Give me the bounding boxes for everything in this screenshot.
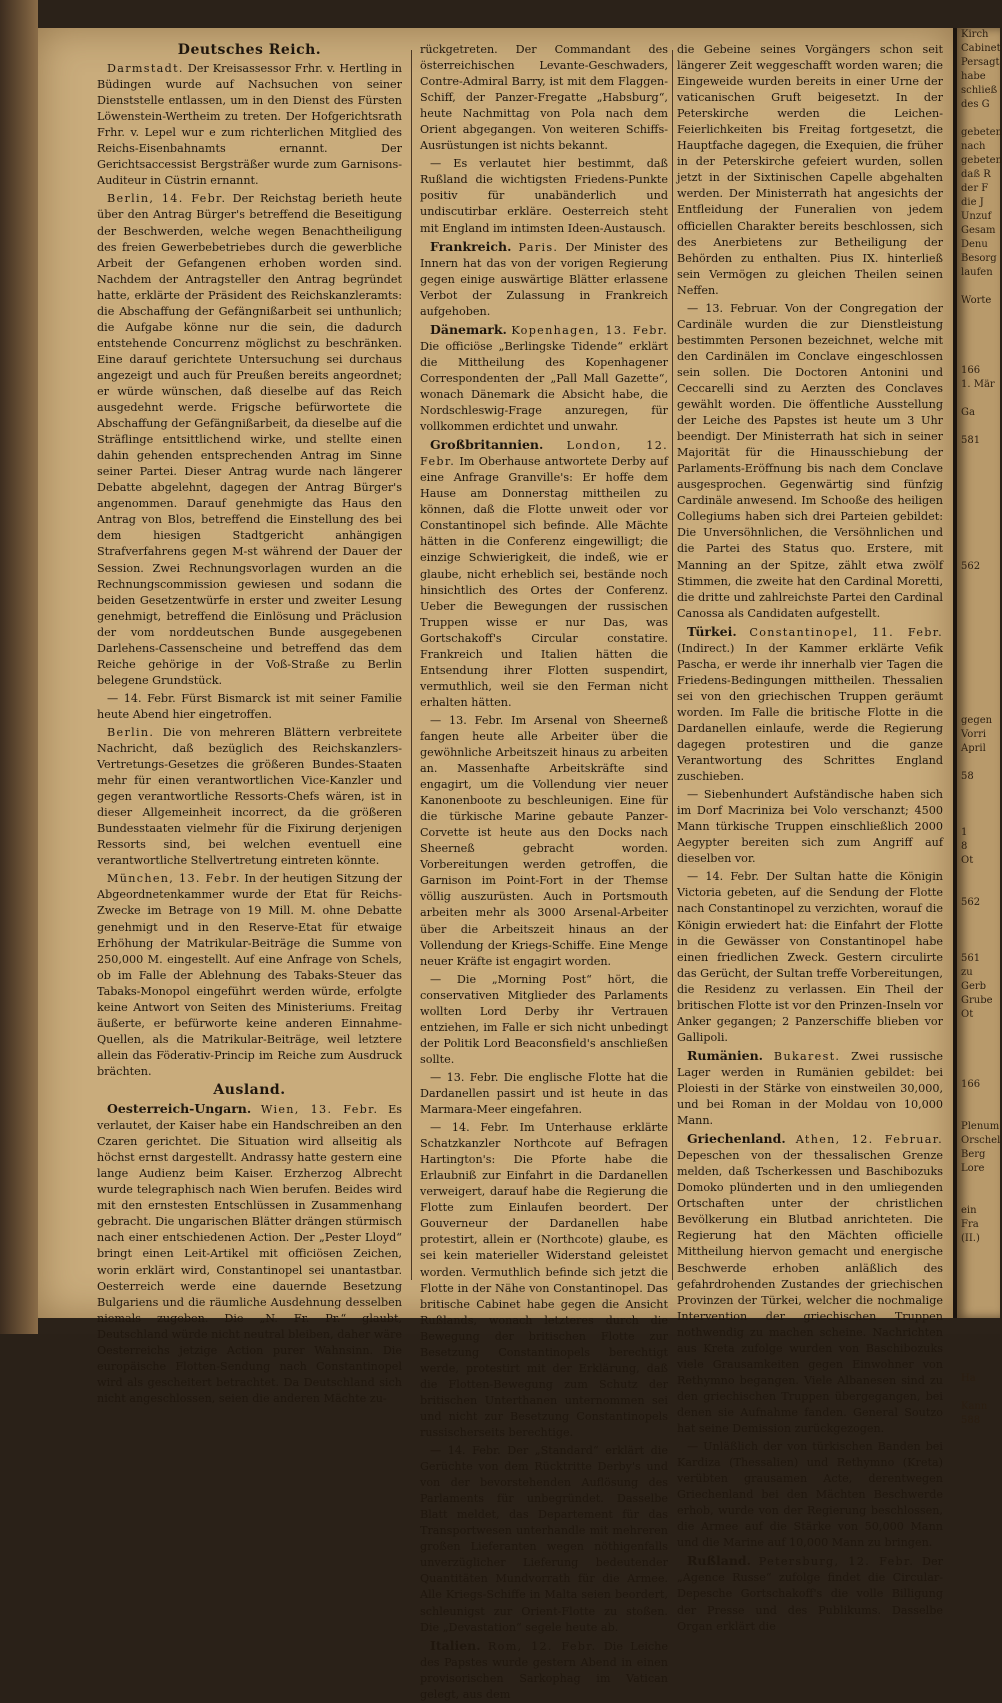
article-aufstaendische: — Siebenhundert Aufständische haben sich im Dorf Macriniza bei Volo verschanzt; 4500 Mann türkische Truppen einschließlich 2000 Aegypter bereiten sich zum Angriff auf dieselben vor. — [677, 788, 943, 866]
article-flotte: — 13. Febr. Die englische Flotte hat die Dardanellen passirt und ist heute in das Marmara-Meer eingefahren. — [420, 1070, 668, 1117]
adjacent-page-fragment: 1. Mär — [961, 379, 995, 390]
adjacent-page-fragment — [957, 868, 1000, 882]
adjacent-page-fragment — [957, 1036, 1000, 1050]
adjacent-page-fragment — [957, 350, 1000, 364]
adjacent-page-fragment: habe — [961, 71, 986, 82]
adjacent-page-fragment: Fra — [961, 1219, 979, 1230]
adjacent-page-fragment: Kann — [961, 1401, 988, 1412]
adjacent-page-fragment — [957, 1288, 1000, 1302]
adjacent-page-fragment: Plenum — [961, 1121, 1000, 1132]
adjacent-page-fragment — [957, 336, 1000, 350]
adjacent-page-fragment — [957, 672, 1000, 686]
adjacent-page-fragment: laufen — [961, 267, 993, 278]
column-3 — [677, 42, 943, 1633]
adjacent-page-fragment: der F — [961, 183, 989, 194]
adjacent-page-fragment — [957, 420, 1000, 434]
column-1 — [97, 42, 403, 1405]
adjacent-page-fragment — [957, 588, 1000, 602]
adjacent-page-fragment: Ot — [961, 855, 974, 866]
adjacent-page-fragment: Cabinet — [961, 43, 1001, 54]
section-heading-reich: Deutsches Reich. — [177, 42, 322, 58]
adjacent-page-fragment — [957, 490, 1000, 504]
adjacent-page-fragment — [957, 448, 1000, 462]
adjacent-page-fragment — [957, 812, 1000, 826]
article-italien-cont: die Gebeine seines Vorgängers schon seit längerer Zeit weggeschafft worden waren; die Eingeweide wurden bereits in einer Urne der vaticanischen Gruft beigesetzt. In der Peterskirche werden die Leichen-Feierlichkeiten bis Freitag fortgesetzt, die Hauptfache dagegen, die Exequien, die früher in der Peterskirche gefeiert wurden, sollen jetzt in der Sixtinischen Capelle abgehalten werden. Der Ministerrath hat angesichts der Entfleidung der Funeralien von jedem officiellen Charakter bereits beschlossen, sich des Anerbietens zur Betheiligung der Behörden zu enthalten. Pius IX. hinterließ sein Vermögen zu gleichen Theilen seinen Neffen. — [677, 43, 943, 297]
article-berlin-14: Berlin, 14. Febr. Der Reichstag berieth heute über den Antrag Bürger's betreffend die Beseitigung der Beschwerden, welche wegen Benachtheiligung des freien Gewerbebetriebes durch die gewerbliche Arbeit der Gefangenen erhoben worden sind. Nachdem der Antragsteller den Antrag begründet hatte, erklärte der Präsident des Reichskanzleramts: die Abschaffung der Gefängnißarbeit sei unthunlich; die Aufgabe könne nur die sein, die dadurch entstehende Concurrenz möglichst zu beschränken. Eine darauf gerichtete Untersuchung sei durchaus angezeigt und auch für Preußen bereits angeordnet; er würde wünschen, daß dieselbe auf das Reich ausgedehnt werde. Frigsche befürwortete die Abschaffung der Gefängnißarbeit, da dieselbe auf die Sträflinge entsittlichend wirke, und stellte einen dahin gehenden entsprechenden Antrag im Sinne seiner Partei. Dieser Antrag wurde nach längerer Debatte abgelehnt, dagegen der Antrag Bürger's angenommen. Darauf genehmigte das Haus den Antrag von Blos, betreffend die Einstellung des bei dem hiesigen Stadtgericht anhängigen Strafverfahrens gegen M-st während der Dauer der Session. Zwei Rechnungsvorlagen wurden an die Rechnungscommission gewiesen und sodann die beiden Gesetzentwürfe in erster und zweiter Lesung genehmigt, betreffend die Einlösung und Präclusion der vom norddeutschen Bunde ausgegebenen Darlehens-Cassenscheine und betreffend das dem Reiche gehörige in der Voß-Straße zu Berlin belegene Grundstück. — [97, 192, 403, 687]
article-bismarck: — 14. Febr. Fürst Bismarck ist mit seiner Familie heute Abend hier eingetroffen. — [97, 691, 402, 721]
adjacent-page-fragment: (II.) — [961, 1233, 980, 1244]
adjacent-page-fragment: Lore — [961, 1163, 985, 1174]
adjacent-page-fragment: Unzuf — [961, 211, 992, 222]
adjacent-page-fragment: Gesam — [961, 225, 996, 236]
adjacent-page-fragment — [957, 1176, 1000, 1190]
adjacent-page-fragment: 581 — [961, 435, 981, 446]
adjacent-page-fragment — [957, 1302, 1000, 1316]
adjacent-page-fragment: 562 — [961, 561, 981, 572]
adjacent-page-fragment: Worte — [961, 295, 992, 306]
adjacent-page-fragment — [957, 700, 1000, 714]
adjacent-page-fragment: daß R — [961, 169, 991, 180]
article-frankreich: Frankreich. Paris. Der Minister des Innern hat das von der vorigen Regierung gegen einige auswärtige Blätter erlassene Verbot der Zulassung in Frankreich aufgehoben. — [420, 238, 668, 318]
adjacent-page-fragment — [957, 924, 1000, 938]
adjacent-page-fragment — [957, 322, 1000, 336]
adjacent-page-fragment — [957, 1050, 1000, 1064]
adjacent-page-fragment — [957, 938, 1000, 952]
adjacent-page-fragment — [957, 1358, 1000, 1372]
column-rule — [411, 50, 412, 1280]
article-russland: Rußland. Petersburg, 12. Febr. Der „Agence Russe“ zufolge findet die Circular-Depesche Gortschakoff's die volle Billigung der Presse und des Publikums. Dasselbe Organ erklärt die — [677, 1553, 943, 1633]
adjacent-page-fragment: 1 — [961, 827, 968, 838]
adjacent-page-fragment: Gerb — [961, 981, 987, 992]
adjacent-page-fragment — [957, 1022, 1000, 1036]
section-heading-ausland: Ausland. — [213, 1082, 286, 1098]
article-oesterreich: Oesterreich-Ungarn. Wien, 13. Febr. Es verlautet, der Kaiser habe ein Handschreiben an den Czaren gerichtet. Die Situation wird allseitig als höchst ernst dargestellt. Andrassy hatte gestern eine lange Audienz beim Kaiser. Erzherzog Albrecht wurde telegraphisch nach Wien berufen. Beides wird mit den ernstesten Entschlüssen in Zusammenhang gebracht. Die ungarischen Blätter drängen stürmisch nach einer entschiedenen Action. Der „Pester Lloyd“ bringt einen Leit-Artikel mit officiösen Zeichen, worin erklärt wird, Constantinopel sei unantastbar. Oesterreich werde eine dauernde Besetzung Bulgariens und die räumliche Ausdehnung desselben niemals zugeben. Die „N. Fr. Pr.“ glaubt, Deutschland würde nicht neutral bleiben, daher wäre Oesterreichs jetzige Action purer Wahnsinn. Die europäische Flotten-Sendung nach Constantinopel wird als gescheitert betrachtet. Da Deutschland sich nicht angeschlossen, seien die anderen Mächte zu- — [97, 1101, 402, 1405]
adjacent-page-fragment — [957, 756, 1000, 770]
adjacent-page-fragment — [957, 546, 1000, 560]
adjacent-page-fragment: gegen — [961, 715, 993, 726]
adjacent-page-fragment — [957, 518, 1000, 532]
adjacent-page-fragment: ein — [961, 1205, 977, 1216]
adjacent-page-fragment: Ga — [961, 407, 975, 418]
adjacent-page-fragment: 166 — [961, 365, 981, 376]
adjacent-page-fragment — [957, 112, 1000, 126]
adjacent-page-fragment: gebeten — [961, 127, 1002, 138]
adjacent-page-fragment: die J — [961, 197, 984, 208]
adjacent-page-fragment: Kirch — [961, 29, 989, 40]
adjacent-page-fragment: 58 — [961, 771, 974, 782]
article-unterhaus: — 14. Febr. Im Unterhause erklärte Schatzkanzler Northcote auf Befragen Hartington's: Die Pforte habe die Erlaubniß zur Einfahrt in die Dardanellen verweigert, darauf habe die Regierung die Flotte zum Einlaufen beordert. Der Gouverneur der Dardanellen habe protestirt, allein er (Northcote) glaube, es sei kein materieller Widerstand geleistet worden. Vermuthlich befinde sich jetzt die Flotte in der Nähe von Constantinopel. Das britische Cabinet habe gegen die Ansicht Rußlands, wonach letzteres durch die Bewegung der britischen Flotte zur Besetzung Constantinopels berechtigt werde, protestirt mit der Erklärung, daß die Flotten-Bewegung zum Schutz der britischen Unterthanen unternommen sei und nicht zur Besetzung Constantinopels russischerseits berechtige. — [420, 1121, 668, 1439]
column-2 — [420, 42, 668, 1701]
adjacent-page-fragment: Ot — [961, 1009, 974, 1020]
adjacent-page-fragment: Denu — [961, 239, 988, 250]
adjacent-page-fragment: Berg — [961, 1149, 986, 1160]
article-rumaenien: Rumänien. Bukarest. Zwei russische Lager werden in Rumänien gebildet: bei Ploiesti in der Stärke von einstweilen 30,000, und bei Roman in der Moldau von 10,000 Mann. — [677, 1047, 943, 1128]
adjacent-page-strip — [957, 28, 1002, 1426]
article-russland-punkte: — Es verlautet hier bestimmt, daß Rußland die wichtigsten Friedens-Punkte positiv für unabänderlich und undiscutirbar erkläre. Oesterreich steht mit England im intimsten Ideen-Austausch. — [420, 157, 668, 235]
adjacent-page-fragment — [957, 784, 1000, 798]
adjacent-page-fragment: schließ — [961, 85, 998, 96]
adjacent-page-fragment — [957, 280, 1000, 294]
adjacent-page-fragment — [957, 1344, 1000, 1358]
adjacent-page-fragment: 562 — [961, 897, 981, 908]
article-berlin-2: Berlin. Die von mehreren Blättern verbreitete Nachricht, daß bezüglich des Reichskanzlers-Vertretungs-Gesetzes die größeren Bundes-Staaten mehr für einen verantwortlichen Vice-Kanzler und gegen verantwortliche Ressorts-Chefs wären, ist in dieser Allgemeinheit incorrect, da die größeren Bundesstaaten vielmehr für die Fixirung derjenigen Ressorts sind, bei welchen eventuell eine verantwortliche Stellvertretung eintreten könnte. — [97, 725, 402, 868]
adjacent-page-fragment — [957, 798, 1000, 812]
article-standard: — 14. Febr. Der „Standard“ erklärt die Gerüchte von dem Rücktritte Derby's und von der bevorstehenden Auflösung des Parlaments für unbegründet. Dasselbe Blatt meldet, das Departement für das Transportwesen unterhandle mit mehreren großen Lieferanten wegen nöthigenfalls unverzüglicher Lieferung bedeutender Quantitäten Mundvorrath für die Armee. Alle Kriegs-Schiffe in Malta seien beordert, schleunigst zur Orient-Flotte zu stoßen. Die „Devastation“ segele heute ab. — [420, 1444, 668, 1634]
adjacent-page-fragment: Ha — [961, 1373, 976, 1384]
adjacent-page-fragment — [957, 1386, 1000, 1400]
article-darmstadt: Darmstadt. Der Kreisassessor Frhr. v. Hertling in Büdingen wurde auf Nachsuchen von seiner Dienststelle entlassen, um in den Dienst des Fürsten Löwenstein-Wertheim zu treten. Der Hofgerichtsrath Frhr. v. Lepel wur e zum richterlichen Mitglied des Reichs-Eisenbahnamts ernannt. Der Gerichtsaccessist Bergsträßer wurde zum Garnisons-Auditeur in Cüstrin ernannt. — [97, 62, 402, 188]
article-morning-post: — Die „Morning Post“ hört, die conservativen Mitglieder des Parlaments wollten Lord Derby ihr Vertrauen entziehen, im Falle er sich nicht unbedingt der Politik Lord Beaconsfield's anschließen sollte. — [420, 972, 668, 1066]
adjacent-page-fragment — [957, 462, 1000, 476]
adjacent-page-fragment — [957, 616, 1000, 630]
adjacent-page-fragment: April — [961, 743, 986, 754]
article-griechenland: Griechenland. Athen, 12. Februar. Depeschen von der thessalischen Grenze melden, daß Tscherkessen und Baschibozuks Domoko plünderten und in den umliegenden Ortschaften unter der christlichen Bevölkerung ein Blutbad anrichteten. Die Regierung hat den Mächten officielle Mittheilung hiervon gemacht und energische Beschwerde erhoben anläßlich des gefahrdrohenden Zustandes der griechischen Provinzen der Türkei, welcher die nochmalige Intervention der griechischen Truppen nothwendig zu machen scheine. Nachrichten aus Kreta zufolge wurden von Baschibozuks viele Grausamkeiten gegen Einwohner von Rethymno begangen. Viele Albanesen sind zu den griechischen Truppen übergegangen, bei denen sie Aufnahme fanden. General Soutzo hat seine Demission zurückgezogen. — [677, 1131, 943, 1435]
adjacent-page-fragment: 561 — [961, 953, 981, 964]
article-sheerness: — 13. Febr. Im Arsenal von Sheerneß fangen heute alle Arbeiter über die gewöhnliche Arbeitszeit hinaus zu arbeiten an. Massenhafte Arbeitskräfte sind engagirt, um die Vollendung vier neuer Kanonenboote zu beschleunigen. Eine für die türkische Marine gebaute Panzer-Corvette ist heute aus den Docks nach Sheerneß gebracht worden. Vorbereitungen werden getroffen, die Garnison im Point-Fort in der Themse völlig auszurüsten. Auch in Portsmouth arbeiten mehr als 3000 Arsenal-Arbeiter über die Arbeitszeit hinaus an der Vollendung der Kriegs-Schiffe. Eine Menge neuer Kräfte ist engagirt worden. — [420, 713, 668, 968]
article-tuerkei: Türkei. Constantinopel, 11. Febr. (Indirect.) In der Kammer erklärte Vefik Pascha, er werde ihr innerhalb vier Tagen die Friedens-Bedingungen mittheilen. Thessalien sei von den griechischen Truppen geräumt worden. Im Falle die britische Flotte in die Dardanellen einlaufe, werde die Regierung dagegen protestiren und die ganze Verantwortung des Schrittes England zuschieben. — [677, 623, 943, 784]
adjacent-page-fragment — [957, 1330, 1000, 1344]
adjacent-page-fragment: gebeten — [961, 155, 1002, 166]
adjacent-page-fragment: 8 — [961, 841, 968, 852]
adjacent-page-fragment — [957, 1190, 1000, 1204]
article-grossbritannien: Großbritannien. London, 12. Febr. Im Oberhause antwortete Derby auf eine Anfrage Granville's: Er hoffe dem Hause am Donnerstag mittheilen zu können, daß die Flotte unweit oder vor Constantinopel sich befinde. Alle Mächte hätten in die Conferenz eingewilligt; die einzige Schwierigkeit, die indeß, wie er glaube, nicht erheblich sei, bestände noch hinsichtlich des Ortes der Conferenz. Ueber die Bewegungen der russischen Truppen wisse er nur Das, was Gortschakoff's Circular constatire. Frankreich und Italien hätten die Entsendung ihrer Flotten suspendirt, vermuthlich, weil sie den Ferman nicht erhalten hätten. — [420, 437, 668, 709]
adjacent-page-fragment — [957, 574, 1000, 588]
adjacent-page-fragment — [957, 644, 1000, 658]
adjacent-page-fragment — [957, 910, 1000, 924]
adjacent-page-fragment — [957, 476, 1000, 490]
adjacent-page-fragment — [957, 602, 1000, 616]
column-rule — [672, 50, 673, 1280]
adjacent-page-fragment — [957, 1246, 1000, 1260]
adjacent-page-fragment: nach — [961, 141, 986, 152]
article-kreta: — Unläßlich der von türkischen Banden bei Kardiza (Thessalien) und Rethymno (Kreta) verübten grausamen Acte, derentwegen Griechenland bei den Mächten Beschwerde erhob, wurde von der Regierung beschlossen, die Armee auf die Stärke von 50,000 Mann und die Marine auf 10,000 Mann zu bringen. — [677, 1440, 943, 1550]
article-conclave: — 13. Februar. Von der Congregation der Cardinäle wurden die zur Dienstleistung bestimmten Personen bezeichnet, welche mit den Cardinälen im Conclave eingeschlossen sein sollen. Die Doctoren Antonini und Ceccarelli sind zu Aerzten des Conclaves gewählt worden. Die öffentliche Ausstellung der Leiche des Papstes ist heute um 3 Uhr beendigt. Der Ministerrath hat sich in seiner Majorität für die Hinausschiebung der Parlaments-Eröffnung bis nach dem Conclave ausgesprochen. Gegenwärtig sind fünfzig Cardinäle anwesend. Im Schooße des heiligen Collegiums haben sich drei Parteien gebildet: Die Unversöhnlichen, die Versöhnlichen und die Partei des Status quo. Erstere, mit Manning an der Spitze, zählt etwa zwölf Stimmen, die zweite hat den Cardinal Moretti, die dritte und zahlreichste Partei den Cardinal Canossa als Candidaten aufgestellt. — [677, 301, 943, 620]
adjacent-page-fragment — [957, 1274, 1000, 1288]
adjacent-page-fragment — [957, 504, 1000, 518]
adjacent-page-fragment — [957, 882, 1000, 896]
article-daenemark: Dänemark. Kopenhagen, 13. Febr. Die officiöse „Berlingske Tidende“ erklärt die Mittheilung des Kopenhagener Correspondenten der „Pall Mall Gazette“, wonach Dänemark die Absicht habe, die Nordschleswig-Frage anzuregen, für vollkommen erdichtet und unwahr. — [420, 321, 668, 434]
adjacent-page-fragment: Orschel — [961, 1135, 1001, 1146]
adjacent-page-fragment — [957, 658, 1000, 672]
adjacent-page-fragment — [957, 686, 1000, 700]
adjacent-page-fragment — [957, 1064, 1000, 1078]
adjacent-page-fragment: Besorg — [961, 253, 997, 264]
adjacent-page-fragment — [957, 308, 1000, 322]
article-oesterreich-cont: rückgetreten. Der Commandant des österreichischen Levante-Geschwaders, Contre-Admiral Barry, ist mit dem Flaggen-Schiff, der Panzer-Fregatte „Habsburg“, heute Nachmittag von Pola nach dem Orient abgegangen. Von weiteren Schiffs-Ausrüstungen ist nichts bekannt. — [420, 43, 668, 153]
article-muenchen: München, 13. Febr. In der heutigen Sitzung der Abgeordnetenkammer wurde der Etat für Reichs-Zwecke im Betrage von 19 Mill. M. ohne Debatte genehmigt und in den Reserve-Etat für etwaige Erhöhung der Matrikular-Beiträge die Summe von 250,000 M. eingestellt. Auf eine Anfrage von Schels, ob im Falle der Ablehnung des Tabaks-Steuer das Tabaks-Monopol eingeführt werden würde, erfolgte keine Antwort von Seiten des Ministeriums. Freitag äußerte, er befürworte keine anderen Einnahme-Quellen, als die Matrikular-Beiträge, weil letztere allein das Föderativ-Princip im Reiche zum Ausdruck brächten. — [97, 872, 403, 1078]
adjacent-page-fragment: Grube — [961, 995, 993, 1006]
adjacent-page-fragment — [957, 630, 1000, 644]
adjacent-page-fragment: Persagt — [961, 57, 1000, 68]
adjacent-page-fragment: 166 — [961, 1079, 981, 1090]
adjacent-page-fragment: zu — [961, 967, 973, 978]
adjacent-page-fragment — [957, 1260, 1000, 1274]
article-italien: Italien. Rom, 12. Febr. Die Leiche des Papstes wurde gestern Abend in einen provisorischen Sarkophag im Vatican gelegt, aus dem — [420, 1637, 668, 1701]
adjacent-page-fragment: 588 — [961, 1415, 981, 1426]
adjacent-page-fragment: des G — [961, 99, 990, 110]
adjacent-page-fragment — [957, 532, 1000, 546]
adjacent-page-fragment — [957, 1092, 1000, 1106]
article-sultan: — 14. Febr. Der Sultan hatte die Königin Victoria gebeten, auf die Sendung der Flotte nach Constantinopel zu verzichten, worauf die Königin erwiedert hat: die Einfahrt der Flotte in die Gewässer von Constantinopel habe einen friedlichen Zweck. Gestern circulirte das Gerücht, der Sultan treffe Vorbereitungen, die Residenz zu verlassen. Ein Theil der britischen Flotte ist vor den Prinzen-Inseln vor Anker gegangen; 2 Panzerschiffe blieben vor Gallipoli. — [677, 870, 943, 1044]
adjacent-page-fragment — [957, 392, 1000, 406]
adjacent-page-fragment: Vorri — [961, 729, 987, 740]
book-binding — [0, 0, 38, 1334]
adjacent-page-fragment — [957, 1316, 1000, 1330]
adjacent-page-fragment — [957, 1106, 1000, 1120]
